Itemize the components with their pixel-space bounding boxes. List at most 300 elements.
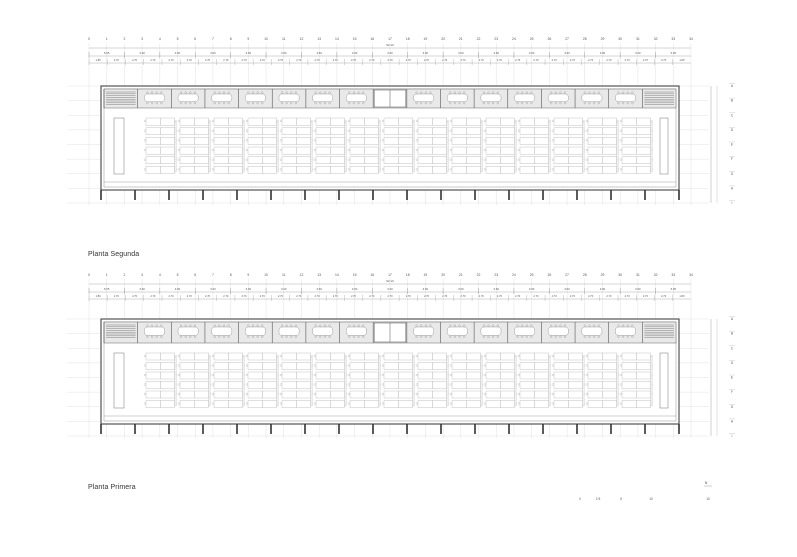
desk <box>350 157 364 164</box>
sub-dimension-label: 2.70 <box>332 59 338 62</box>
sub-dimension-label: 2.70 <box>150 295 156 298</box>
desk <box>228 118 242 125</box>
desk <box>418 391 432 398</box>
desk <box>228 401 242 408</box>
grid-column-label: 0 <box>88 273 90 277</box>
desk <box>636 147 650 154</box>
meeting-table <box>447 94 467 102</box>
desk <box>636 353 650 360</box>
desk <box>316 137 330 144</box>
grid-row-label: B <box>730 331 734 336</box>
desk <box>486 166 500 173</box>
grid-column-label: 27 <box>565 37 569 41</box>
sub-dimension-label: 2.70 <box>606 59 612 62</box>
desk <box>466 157 480 164</box>
desk <box>500 372 514 379</box>
desk <box>520 382 534 389</box>
desk <box>262 118 276 125</box>
structural-pier <box>338 190 340 200</box>
desk <box>486 353 500 360</box>
storage-unit <box>209 357 211 406</box>
grid-column-label: 14 <box>334 37 339 41</box>
desk <box>520 157 534 164</box>
desk <box>452 157 466 164</box>
east-shelving <box>660 353 668 408</box>
desk <box>622 391 636 398</box>
desk <box>398 372 412 379</box>
desk <box>228 372 242 379</box>
desk <box>194 137 208 144</box>
desk <box>398 401 412 408</box>
desk <box>194 401 208 408</box>
dimension-label: 3.60 <box>316 51 322 55</box>
desk <box>316 128 330 135</box>
storage-unit <box>345 122 347 172</box>
grid-row-label: D <box>730 360 734 365</box>
desk <box>262 372 276 379</box>
dimension-label: 3.60 <box>564 287 570 291</box>
grid-column-label: 7 <box>211 37 214 41</box>
sub-dimension-label: 2.70 <box>642 59 648 62</box>
sub-dimension-label: 2.70 <box>278 295 284 298</box>
desk <box>398 166 412 173</box>
dimension-label: 3.60 <box>635 51 641 55</box>
structural-pier <box>508 424 510 434</box>
desk <box>500 353 514 360</box>
sub-dimension-label: 1.80 <box>95 295 101 298</box>
desk <box>500 363 514 370</box>
desk <box>214 166 228 173</box>
sub-dimension-label: 2.70 <box>369 59 375 62</box>
desk <box>554 391 568 398</box>
grid-column-label: 20 <box>441 37 446 41</box>
grid-column-label: 5 <box>176 37 179 41</box>
desk <box>568 391 582 398</box>
desk <box>486 382 500 389</box>
desk <box>160 401 174 408</box>
desk <box>568 382 582 389</box>
grid-column-label: 27 <box>565 273 569 277</box>
desk <box>214 401 228 408</box>
dimension-label: 3.60 <box>458 287 464 291</box>
desk <box>180 137 194 144</box>
grid-column-label: 16 <box>370 273 375 277</box>
desk <box>486 118 500 125</box>
desk <box>554 157 568 164</box>
desk <box>602 118 616 125</box>
desk <box>520 137 534 144</box>
desk <box>146 137 160 144</box>
desk <box>636 372 650 379</box>
desk <box>452 401 466 408</box>
desk <box>554 128 568 135</box>
desk <box>432 372 446 379</box>
grid-column-label: 14 <box>334 273 339 277</box>
structural-pier <box>644 190 646 200</box>
sub-dimension-label: 2.70 <box>496 59 502 62</box>
desk <box>262 382 276 389</box>
desk <box>588 137 602 144</box>
desk <box>350 353 364 360</box>
grid-column-label: 4 <box>158 273 161 277</box>
dimension-label: 5.05 <box>670 51 677 55</box>
structural-pier <box>644 424 646 434</box>
desk <box>432 118 446 125</box>
grid-column-label: 10 <box>264 37 268 41</box>
scale-bar-unit: 10 <box>706 497 710 501</box>
desk <box>350 382 364 389</box>
desk <box>330 128 344 135</box>
desk <box>432 147 446 154</box>
grid-column-label: 1 <box>105 37 108 41</box>
dimension-label: 3.60 <box>281 287 287 291</box>
desk <box>384 353 398 360</box>
desk <box>452 166 466 173</box>
desk <box>452 382 466 389</box>
storage-unit <box>311 357 313 406</box>
desk <box>180 166 194 173</box>
structural-pier <box>372 424 374 434</box>
desk <box>622 166 636 173</box>
sub-dimension-label: 2.70 <box>314 295 320 298</box>
sub-dimension-label: 2.70 <box>533 295 539 298</box>
meeting-table <box>582 94 602 102</box>
grid-column-label: 11 <box>281 37 286 41</box>
storage-unit <box>345 357 347 406</box>
desk <box>432 353 446 360</box>
grid-column-label: 11 <box>281 273 286 277</box>
desk <box>466 353 480 360</box>
dimension-label: 3.60 <box>139 287 145 291</box>
sub-dimension-label: 2.70 <box>241 59 247 62</box>
sub-dimension-label: 2.70 <box>569 59 575 62</box>
desk <box>588 372 602 379</box>
desk <box>466 401 480 408</box>
meeting-table <box>582 327 602 335</box>
desk <box>248 372 262 379</box>
desk <box>330 157 344 164</box>
grid-row-label: C <box>730 113 734 118</box>
desk <box>160 353 174 360</box>
grid-column-label: 28 <box>582 273 587 277</box>
desk <box>602 401 616 408</box>
desk <box>296 137 310 144</box>
grid-column-label: 28 <box>582 37 587 41</box>
sub-dimension-label: 2.70 <box>168 295 174 298</box>
desk <box>282 137 296 144</box>
desk <box>534 363 548 370</box>
meeting-table <box>212 327 232 335</box>
grid-row-label: G <box>730 171 734 176</box>
grid-row-label: D <box>730 127 734 132</box>
meeting-table <box>481 327 501 335</box>
grid-column-label: 6 <box>194 273 197 277</box>
dimension-label: 3.60 <box>387 287 393 291</box>
desk <box>160 391 174 398</box>
meeting-table <box>144 327 164 335</box>
structural-pier <box>576 424 578 434</box>
desk <box>350 128 364 135</box>
meeting-table <box>414 327 434 335</box>
desk <box>282 363 296 370</box>
grid-row-label: A <box>730 84 734 88</box>
desk <box>568 137 582 144</box>
desk <box>180 391 194 398</box>
desk <box>214 363 228 370</box>
desk <box>486 401 500 408</box>
desk <box>228 137 242 144</box>
grid-column-label: 3 <box>141 37 144 41</box>
desk <box>500 382 514 389</box>
desk <box>622 382 636 389</box>
sub-dimension-label: 2.70 <box>350 295 357 298</box>
dimension-label: 3.60 <box>245 287 252 291</box>
desk <box>350 166 364 173</box>
grid-column-label: 9 <box>247 37 250 41</box>
storage-unit <box>481 122 483 172</box>
grid-row-label: C <box>730 346 734 351</box>
plan-title-second-floor: Planta Segunda <box>88 251 140 258</box>
grid-column-label: 15 <box>352 37 357 41</box>
sub-dimension-label: 2.70 <box>296 59 302 62</box>
desk <box>500 166 514 173</box>
desk <box>398 353 412 360</box>
grid-row-label: F <box>731 390 733 395</box>
desk <box>364 353 378 360</box>
desk <box>418 401 432 408</box>
desk <box>520 363 534 370</box>
storage-unit <box>583 122 585 172</box>
east-shelving <box>660 118 668 174</box>
desk <box>384 157 398 164</box>
desk <box>432 128 446 135</box>
sub-dimension-label: 2.70 <box>624 295 630 298</box>
desk <box>330 372 344 379</box>
sub-dimension-label: 2.70 <box>241 295 247 298</box>
desk <box>568 401 582 408</box>
sub-dimension-label: 2.70 <box>460 59 466 62</box>
desk <box>316 166 330 173</box>
sub-dimension-label: 2.70 <box>496 295 502 298</box>
sub-dimension-label: 2.70 <box>387 295 393 298</box>
desk <box>554 166 568 173</box>
dimension-label: 3.60 <box>458 51 464 55</box>
desk <box>636 391 650 398</box>
structural-pier <box>338 424 340 434</box>
desk <box>398 382 412 389</box>
desk <box>432 382 446 389</box>
desk <box>398 363 412 370</box>
desk <box>146 147 160 154</box>
structural-pier <box>678 424 680 434</box>
meeting-table <box>414 94 434 102</box>
dimension-label: 3.60 <box>599 287 606 291</box>
desk <box>282 353 296 360</box>
desk <box>194 353 208 360</box>
desk <box>364 372 378 379</box>
grid-column-label: 6 <box>194 37 197 41</box>
grid-column-label: 3 <box>141 273 144 277</box>
structural-pier <box>270 424 272 434</box>
desk <box>588 147 602 154</box>
desk <box>384 372 398 379</box>
desk <box>602 147 616 154</box>
grid-column-label: 17 <box>388 273 392 277</box>
sub-dimension-label: 2.70 <box>405 59 411 62</box>
desk <box>588 157 602 164</box>
desk <box>636 363 650 370</box>
sub-dimension-label: 2.70 <box>569 295 575 298</box>
desk <box>296 157 310 164</box>
desk <box>228 147 242 154</box>
desk <box>316 147 330 154</box>
desk <box>214 118 228 125</box>
sub-dimension-label: 2.70 <box>113 295 119 298</box>
desk <box>534 401 548 408</box>
sub-dimension-label: 2.70 <box>314 59 320 62</box>
storage-unit <box>243 122 245 172</box>
structural-pier <box>304 190 306 200</box>
storage-unit <box>175 122 177 172</box>
grid-column-label: 33 <box>671 37 676 41</box>
desk <box>214 147 228 154</box>
sub-dimension-label: 2.70 <box>442 59 448 62</box>
desk <box>602 157 616 164</box>
grid-column-label: 18 <box>405 273 410 277</box>
desk <box>248 363 262 370</box>
desk <box>500 137 514 144</box>
meeting-table <box>514 327 534 335</box>
storage-unit <box>379 357 381 406</box>
grid-column-label: 18 <box>405 37 410 41</box>
meeting-table <box>178 94 198 102</box>
west-shelving <box>114 118 124 174</box>
grid-column-label: 20 <box>441 273 446 277</box>
grid-row-label: I <box>731 434 733 438</box>
desk <box>588 118 602 125</box>
grid-column-label: 22 <box>476 37 481 41</box>
grid-column-label: 8 <box>229 273 232 277</box>
desk <box>350 147 364 154</box>
sub-dimension-label: 2.70 <box>259 59 265 62</box>
grid-column-label: 23 <box>494 273 499 277</box>
grid-column-label: 0 <box>88 37 90 41</box>
structural-pier <box>474 190 476 200</box>
grid-column-label: 34 <box>689 37 693 41</box>
desk <box>466 382 480 389</box>
sub-dimension-label: 2.70 <box>606 295 612 298</box>
desk <box>636 382 650 389</box>
desk <box>452 118 466 125</box>
storage-unit <box>379 122 381 172</box>
desk <box>466 147 480 154</box>
desk <box>384 118 398 125</box>
desk <box>316 118 330 125</box>
desk <box>636 166 650 173</box>
desk <box>554 137 568 144</box>
sub-dimension-label: 2.70 <box>515 295 521 298</box>
grid-column-label: 32 <box>653 273 658 277</box>
desk <box>228 128 242 135</box>
sub-dimension-label: 2.70 <box>332 295 338 298</box>
sub-dimension-label: 2.70 <box>515 59 521 62</box>
desk <box>588 128 602 135</box>
grid-column-label: 30 <box>618 273 623 277</box>
structural-pier <box>270 190 272 200</box>
grid-column-label: 2 <box>123 37 126 41</box>
sub-dimension-label: 1.80 <box>95 59 101 62</box>
sub-dimension-label: 2.70 <box>223 59 229 62</box>
plan-title-first-floor: Planta Primera <box>88 484 136 491</box>
grid-column-label: 21 <box>458 37 463 41</box>
desk <box>452 128 466 135</box>
desk <box>364 118 378 125</box>
structural-pier <box>202 424 204 434</box>
dimension-label: 3.60 <box>351 287 358 291</box>
dimension-label: 3.60 <box>174 287 181 291</box>
desk <box>228 166 242 173</box>
desk <box>180 157 194 164</box>
grid-column-label: 31 <box>635 273 640 277</box>
desk <box>330 363 344 370</box>
desk <box>282 391 296 398</box>
structural-pier <box>134 424 136 434</box>
grid-row-label: G <box>730 404 734 409</box>
desk <box>384 137 398 144</box>
desk <box>384 401 398 408</box>
desk <box>486 391 500 398</box>
desk <box>282 401 296 408</box>
desk <box>296 118 310 125</box>
sub-dimension-label: 2.70 <box>168 59 174 62</box>
desk <box>160 147 174 154</box>
meeting-table <box>514 94 534 102</box>
desk <box>534 137 548 144</box>
desk <box>432 157 446 164</box>
desk <box>588 166 602 173</box>
desk <box>568 166 582 173</box>
desk <box>296 147 310 154</box>
desk <box>146 391 160 398</box>
grid-column-label: 31 <box>635 37 640 41</box>
desk <box>418 147 432 154</box>
desk <box>146 166 160 173</box>
desk <box>534 391 548 398</box>
floor-plan-first <box>67 273 735 438</box>
desk <box>636 157 650 164</box>
desk <box>282 166 296 173</box>
desk <box>262 401 276 408</box>
desk <box>262 147 276 154</box>
grid-column-label: 8 <box>229 37 232 41</box>
grid-column-label: 24 <box>512 273 516 277</box>
dimension-label: 3.60 <box>316 287 322 291</box>
sub-dimension-label: 2.70 <box>278 59 284 62</box>
desk <box>622 157 636 164</box>
desk <box>296 363 310 370</box>
desk <box>622 147 636 154</box>
grid-column-label: 22 <box>476 273 481 277</box>
desk <box>282 372 296 379</box>
grid-column-label: 13 <box>317 37 322 41</box>
dimension-label: 3.60 <box>528 51 535 55</box>
dimension-label: 3.60 <box>245 51 252 55</box>
desk <box>534 128 548 135</box>
desk <box>194 147 208 154</box>
desk <box>214 391 228 398</box>
desk <box>568 157 582 164</box>
desk <box>452 372 466 379</box>
